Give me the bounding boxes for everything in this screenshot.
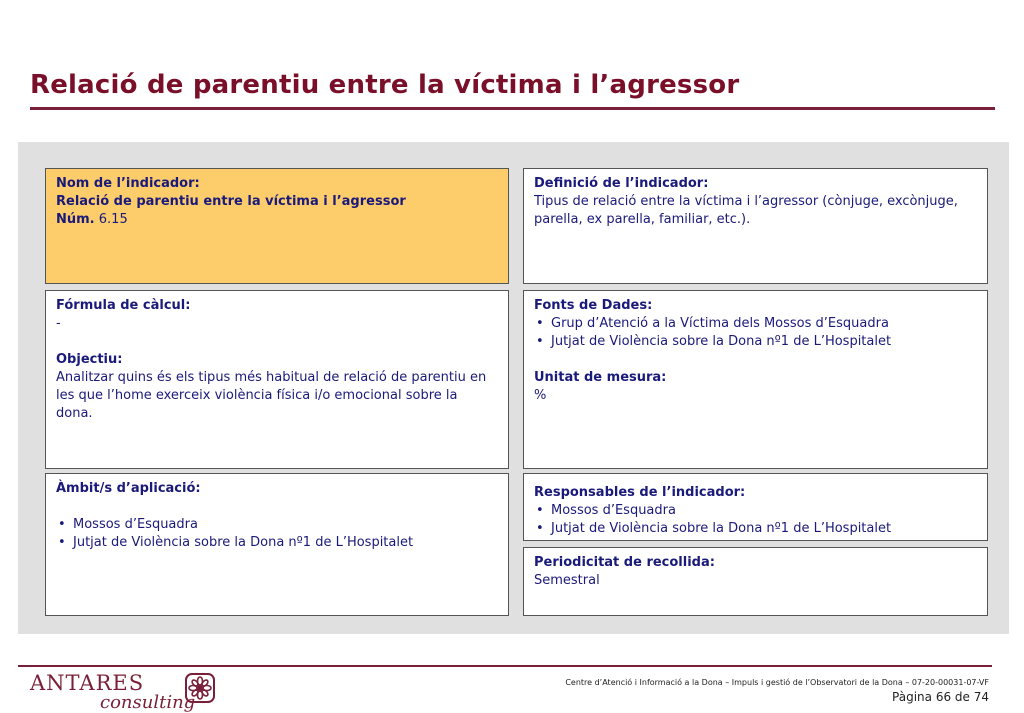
data-sources-box <box>523 290 988 469</box>
logo-bottom-text: consulting <box>100 692 196 713</box>
footer-text: Centre d’Atenció i Informació a la Dona – Impuls i gestió de l’Observatori de la Dona – 07-20-00031-07-VF <box>565 678 989 687</box>
title-divider <box>30 107 995 110</box>
responsible-list <box>534 502 977 538</box>
scope-box <box>45 473 509 616</box>
periodicity-label: Periodicitat de recollida: <box>534 555 715 570</box>
formula-label: Fórmula de càlcul: <box>56 298 191 313</box>
scope-list <box>56 516 498 552</box>
formula-value: - <box>56 316 61 331</box>
data-sources-label: Fonts de Dades: <box>534 298 653 313</box>
page-title: Relació de parentiu entre la víctima i l’agressor <box>30 70 740 100</box>
definition-label: Definició de l’indicador: <box>534 176 709 191</box>
unit-value: % <box>534 388 547 403</box>
objective-label: Objectiu: <box>56 352 123 367</box>
indicator-number-value: 6.15 <box>98 212 128 227</box>
indicator-name-box <box>45 168 509 284</box>
scope-label: Àmbit/s d’aplicació: <box>56 481 201 496</box>
list-item: • Jutjat de Violència sobre la Dona nº1 de L’Hospitalet <box>56 534 498 552</box>
logo-top-text: ANTARES <box>30 671 145 695</box>
list-item: • Mossos d’Esquadra <box>534 502 977 520</box>
indicator-name: Relació de parentiu entre la víctima i l’agressor <box>56 194 406 209</box>
definition-text: Tipus de relació entre la víctima i l’agressor (cònjuge, excònjuge, parella, ex parella, familiar, etc.). <box>534 194 958 227</box>
indicator-name-label: Nom de l’indicador: <box>56 176 200 191</box>
page-number: Pàgina 66 de 74 <box>892 690 989 704</box>
company-logo <box>30 672 195 712</box>
list-item: • Mossos d’Esquadra <box>56 516 498 534</box>
logo-flower-icon <box>184 672 216 704</box>
formula-box <box>45 290 509 469</box>
list-item: • Jutjat de Violència sobre la Dona nº1 de L’Hospitalet <box>534 520 977 538</box>
list-item: • Grup d’Atenció a la Víctima dels Mossos d’Esquadra <box>534 315 977 333</box>
unit-label: Unitat de mesura: <box>534 370 667 385</box>
footer-divider <box>18 665 992 667</box>
periodicity-box <box>523 547 988 616</box>
indicator-number <box>56 211 498 229</box>
indicator-number-label: Núm. <box>56 212 95 227</box>
list-item: • Jutjat de Violència sobre la Dona nº1 de L’Hospitalet <box>534 333 977 351</box>
periodicity-value: Semestral <box>534 573 600 588</box>
responsible-label: Responsables de l’indicador: <box>534 485 746 500</box>
data-sources-list <box>534 315 977 351</box>
definition-box <box>523 168 988 284</box>
responsible-box <box>523 473 988 541</box>
objective-text: Analitzar quins és els tipus més habitual de relació de parentiu en les que l’home exerceix violència física i/o emocional sobre la dona. <box>56 370 487 421</box>
